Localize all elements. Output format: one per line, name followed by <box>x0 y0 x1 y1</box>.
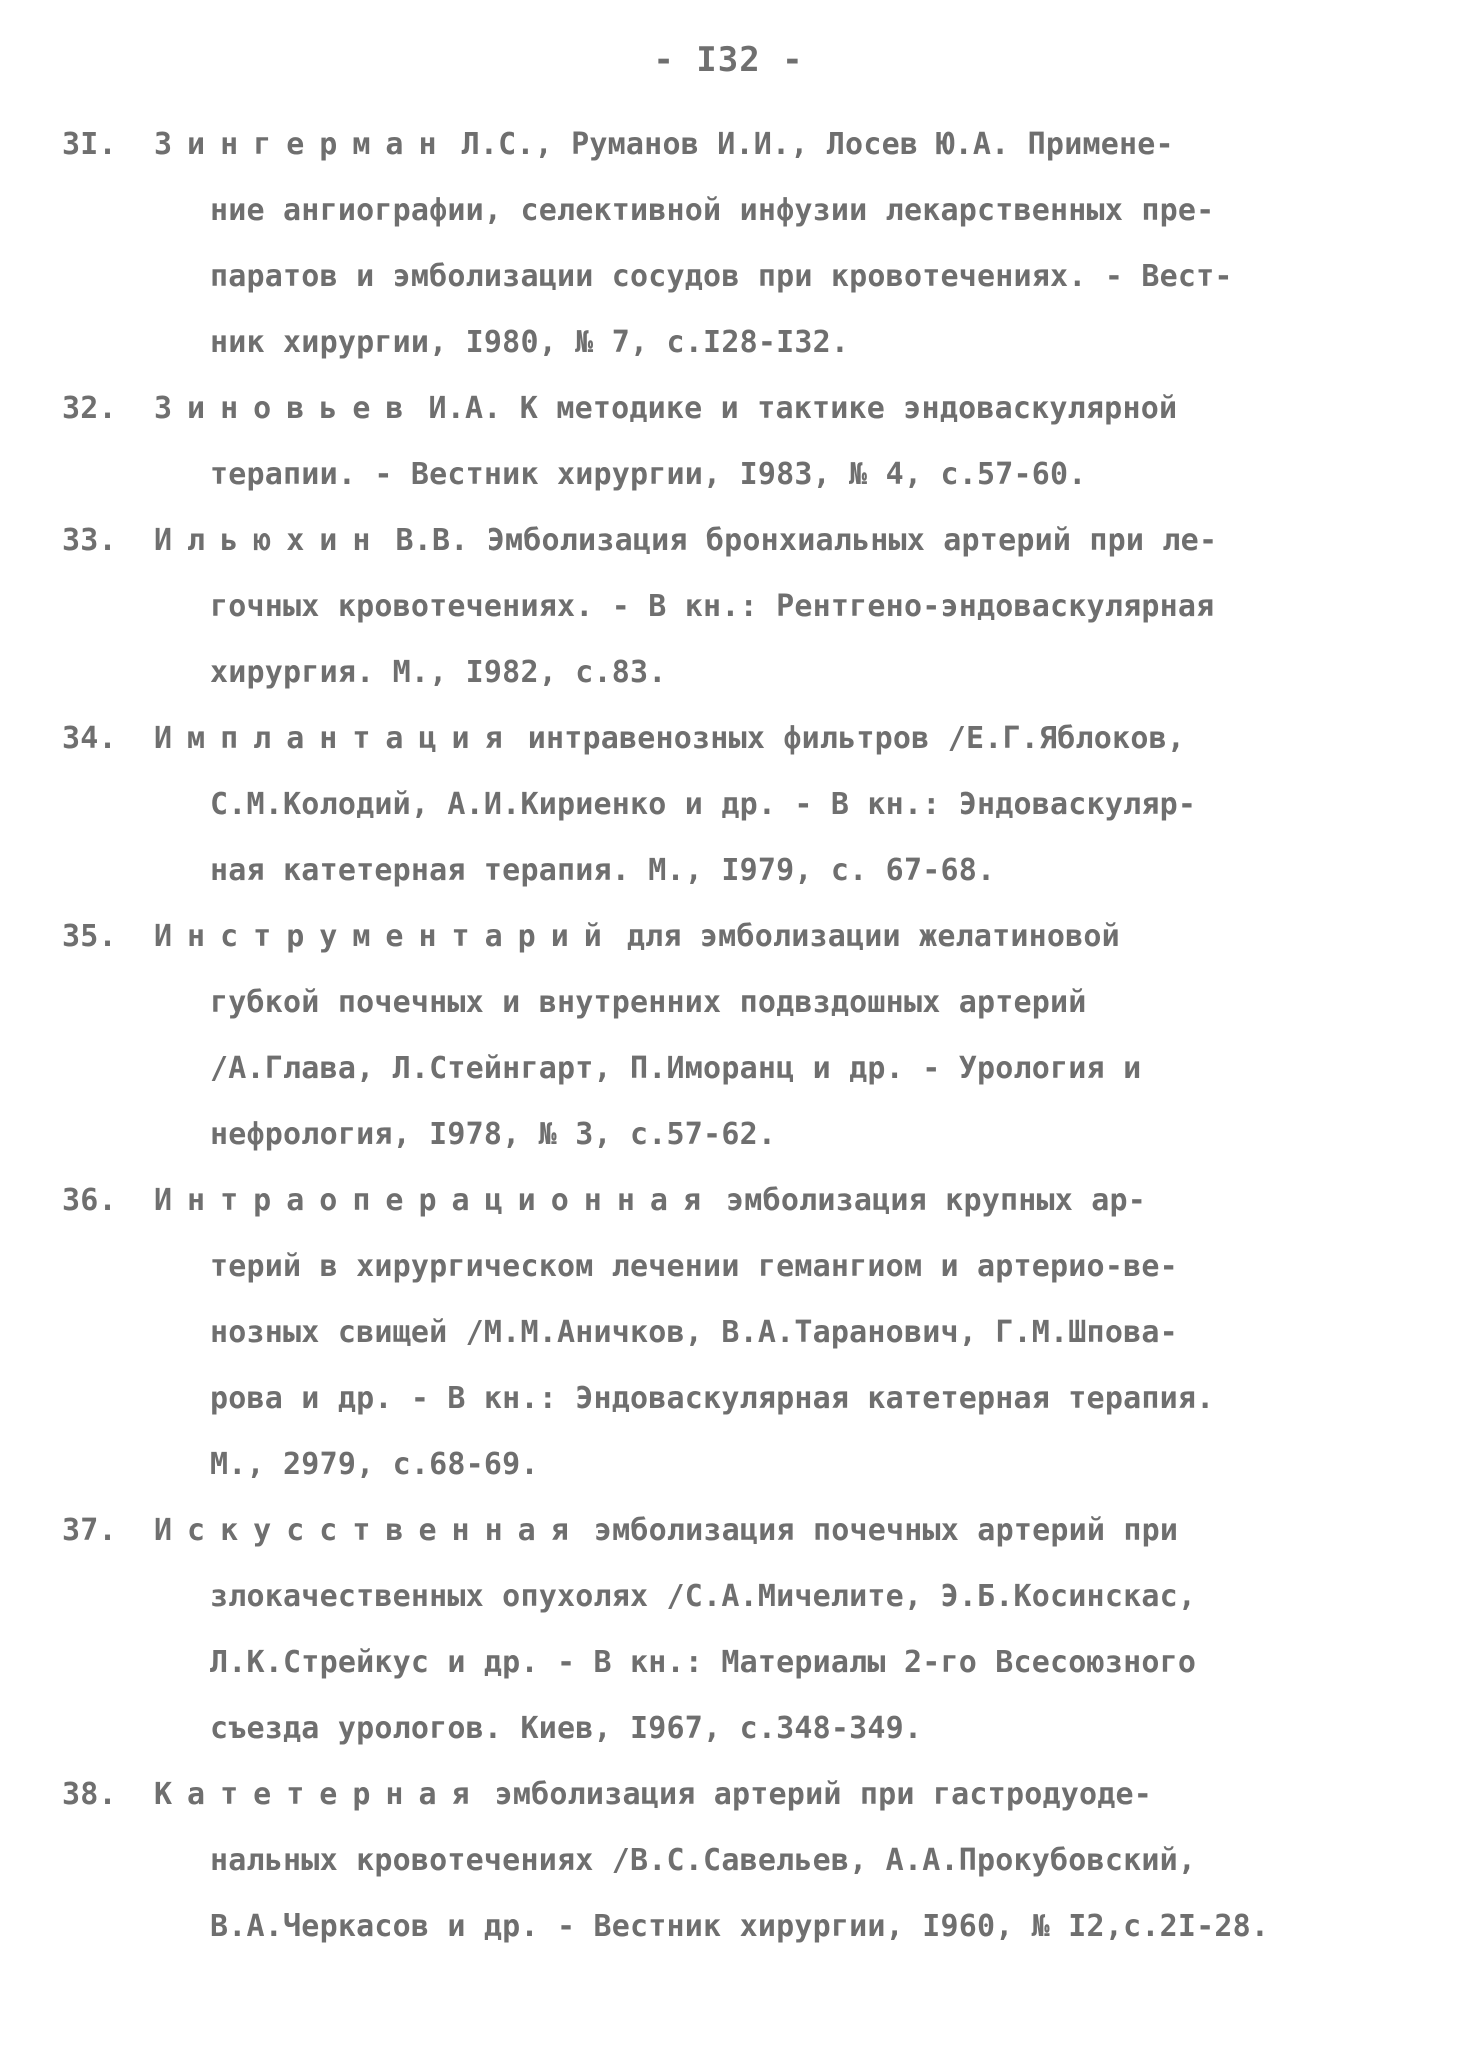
reference-line: гочных кровотечениях. - В кн.: Рентгено-эндоваскулярная <box>210 589 1215 624</box>
reference-first-text: для эмболизации желатиновой <box>626 919 1120 954</box>
reference-first-text: эмболизация артерий при гастродуоде- <box>494 1777 1153 1812</box>
reference-item <box>62 112 1402 376</box>
reference-first-text: эмболизация почечных артерий при <box>593 1513 1179 1548</box>
reference-line: ная катетерная терапия. М., I979, с. 67-68. <box>210 853 996 888</box>
reference-line: терий в хирургическом лечении гемангиом и артерио-ве- <box>210 1249 1178 1284</box>
reference-number: 33. <box>62 523 117 558</box>
reference-first-text: Л.С., Руманов И.И., Лосев Ю.А. Примене- <box>461 127 1174 162</box>
reference-line: /А.Глава, Л.Стейнгарт, П.Иморанц и др. - Урология и <box>210 1051 1142 1086</box>
reference-line: злокачественных опухолях /С.А.Мичелите, Э.Б.Косинскас, <box>210 1579 1197 1614</box>
reference-number: 37. <box>62 1513 117 1548</box>
reference-first-line <box>154 376 1402 442</box>
reference-line: ние ангиографии, селективной инфузии лекарственных пре- <box>210 193 1215 228</box>
reference-first-text: В.В. Эмболизация бронхиальных артерий при ле- <box>395 523 1218 558</box>
reference-item <box>62 1498 1402 1762</box>
reference-author: Искусственная <box>154 1513 584 1548</box>
page-number: - I32 - <box>653 40 804 80</box>
reference-line: нозных свищей /М.М.Аничков, В.А.Таранович, Г.М.Шпова- <box>210 1315 1178 1350</box>
reference-author: Инструментарий <box>154 919 617 954</box>
reference-number: 36. <box>62 1183 117 1218</box>
reference-line: нальных кровотечениях /В.С.Савельев, А.А.Прокубовский, <box>210 1843 1197 1878</box>
reference-line: хирургия. М., I982, с.83. <box>210 655 667 690</box>
reference-line: паратов и эмболизации сосудов при кровотечениях. - Вест- <box>210 259 1233 294</box>
reference-first-line <box>154 1498 1402 1564</box>
reference-line: С.М.Колодий, А.И.Кириенко и др. - В кн.: Эндоваскуляр- <box>210 787 1197 822</box>
reference-first-text: интравенозных фильтров /Е.Г.Яблоков, <box>527 721 1186 756</box>
reference-item <box>62 1762 1402 1960</box>
reference-line: рова и др. - В кн.: Эндоваскулярная катетерная терапия. <box>210 1381 1215 1416</box>
reference-first-line <box>154 706 1402 772</box>
reference-author: Ильюхин <box>154 523 386 558</box>
reference-number: 35. <box>62 919 117 954</box>
reference-line: губкой почечных и внутренних подвздошных артерий <box>210 985 1087 1020</box>
reference-number: 38. <box>62 1777 117 1812</box>
reference-number: 3I. <box>62 127 117 162</box>
reference-first-line <box>154 112 1402 178</box>
reference-author: Катетерная <box>154 1777 485 1812</box>
reference-first-line <box>154 1762 1402 1828</box>
reference-first-line <box>154 508 1402 574</box>
reference-number: 32. <box>62 391 117 426</box>
reference-line: М., 2979, с.68-69. <box>210 1447 539 1482</box>
reference-item <box>62 706 1402 904</box>
reference-line: В.А.Черкасов и др. - Вестник хирургии, I960, № I2,с.2I-28. <box>210 1909 1270 1944</box>
reference-item <box>62 508 1402 706</box>
reference-first-line <box>154 904 1402 970</box>
reference-line: нефрология, I978, № 3, с.57-62. <box>210 1117 777 1152</box>
reference-first-line <box>154 1168 1402 1234</box>
reference-author: Зингерман <box>154 127 452 162</box>
reference-first-text: И.А. К методике и тактике эндоваскулярной <box>428 391 1178 426</box>
reference-list <box>62 112 1402 1960</box>
reference-item <box>62 1168 1402 1498</box>
reference-author: Имплантация <box>154 721 518 756</box>
reference-item <box>62 904 1402 1168</box>
reference-author: Зиновьев <box>154 391 419 426</box>
reference-author: Интраоперационная <box>154 1183 717 1218</box>
reference-line: съезда урологов. Киев, I967, с.348-349. <box>210 1711 923 1746</box>
reference-line: терапии. - Вестник хирургии, I983, № 4, с.57-60. <box>210 457 1087 492</box>
reference-line: ник хирургии, I980, № 7, с.I28-I32. <box>210 325 850 360</box>
reference-line: Л.К.Стрейкус и др. - В кн.: Материалы 2-го Всесоюзного <box>210 1645 1197 1680</box>
reference-number: 34. <box>62 721 117 756</box>
reference-first-text: эмболизация крупных ар- <box>726 1183 1147 1218</box>
reference-item <box>62 376 1402 508</box>
